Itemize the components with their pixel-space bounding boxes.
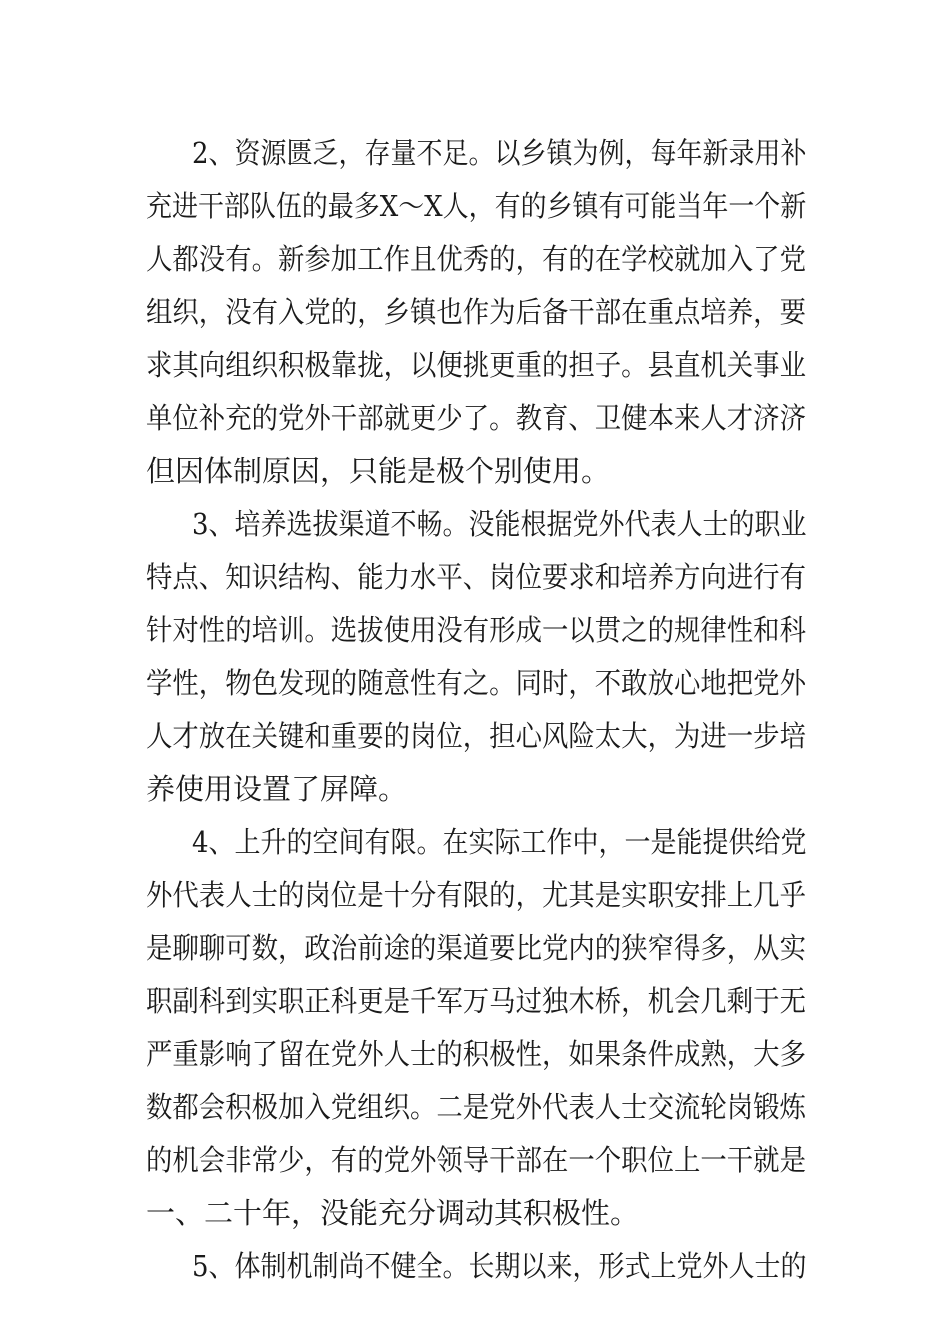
text-line: 特点、知识结构、能力水平、岗位要求和培养方向进行有 — [146, 560, 806, 594]
text-line: 组织，没有入党的，乡镇也作为后备干部在重点培养，要 — [146, 295, 806, 329]
text-line: 人才放在关键和重要的岗位，担心风险太大，为进一步培 — [146, 719, 806, 753]
text-line: 职副科到实职正科更是千军万马过独木桥，机会几剩于无 — [146, 984, 806, 1018]
text-line: 外代表人士的岗位是十分有限的，尤其是实职安排上几乎 — [146, 878, 806, 912]
text-line: 学性，物色发现的随意性有之。同时，不敢放心地把党外 — [146, 666, 806, 700]
text-line: 人都没有。新参加工作且优秀的，有的在学校就加入了党 — [146, 242, 806, 276]
text-line: 求其向组织积极靠拢，以便挑更重的担子。县直机关事业 — [146, 348, 806, 382]
text-line: 是聊聊可数，政治前途的渠道要比党内的狭窄得多，从实 — [146, 931, 806, 965]
text-line: 但因体制原因，只能是极个别使用。 — [146, 454, 611, 488]
text-line: 数都会积极加入党组织。二是党外代表人士交流轮岗锻炼 — [146, 1090, 806, 1124]
text-line: 养使用设置了屏障。 — [146, 772, 408, 806]
text-line: 2、资源匮乏，存量不足。以乡镇为例，每年新录用补 — [192, 136, 807, 170]
text-line: 充进干部队伍的最多X～X人，有的乡镇有可能当年一个新 — [146, 189, 807, 223]
text-line: 单位补充的党外干部就更少了。教育、卫健本来人才济济 — [146, 401, 806, 435]
text-line: 的机会非常少，有的党外领导干部在一个职位上一干就是 — [146, 1143, 806, 1177]
text-line: 5、体制机制尚不健全。长期以来，形式上党外人士的 — [192, 1249, 807, 1283]
text-line: 4、上升的空间有限。在实际工作中，一是能提供给党 — [192, 825, 807, 859]
text-line: 针对性的培训。选拔使用没有形成一以贯之的规律性和科 — [146, 613, 806, 647]
text-line: 3、培养选拔渠道不畅。没能根据党外代表人士的职业 — [192, 507, 807, 541]
text-line: 严重影响了留在党外人士的积极性，如果条件成熟，大多 — [146, 1037, 806, 1071]
text-line: 一、二十年，没能充分调动其积极性。 — [146, 1196, 640, 1230]
